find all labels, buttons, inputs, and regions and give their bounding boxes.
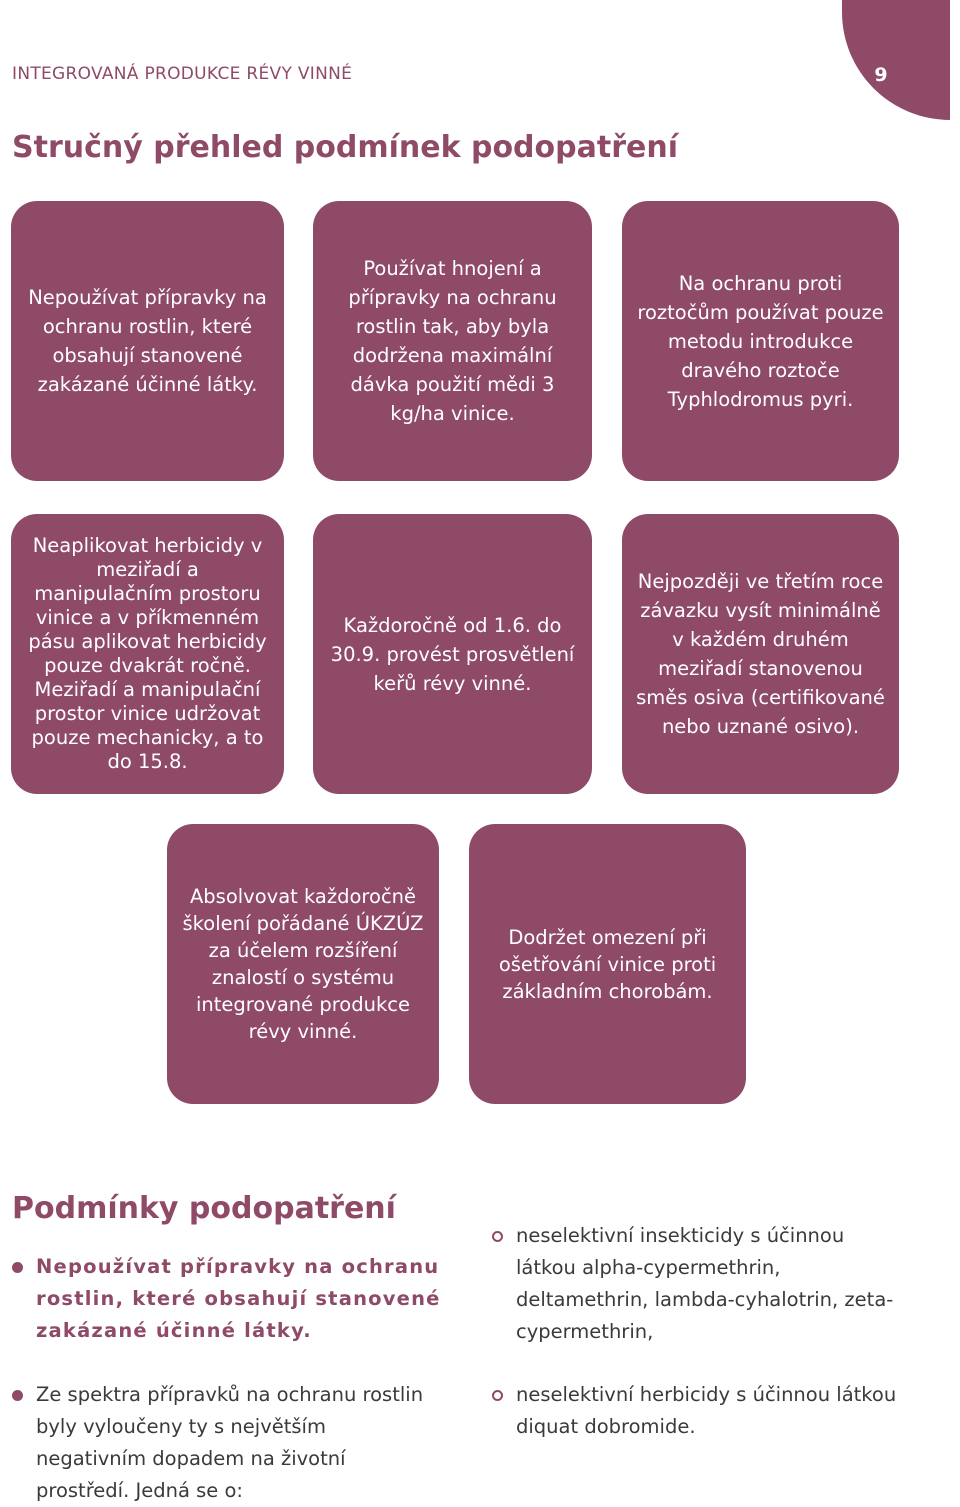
list-item [492,1220,904,1348]
list-item-text: Nepoužívat přípravky na ochranu rostlin, které obsahují stanovené zakázané účinné látky. [36,1255,441,1342]
condition-card [622,201,899,481]
condition-card-text: Každoročně od 1.6. do 30.9. provést prosvětlení keřů révy vinné. [330,613,575,695]
list-item-text: Ze spektra přípravků na ochranu rostlin byly vyloučeny ty s největším negativním dopadem na životní prostředí. Jedná se o: [36,1383,424,1502]
condition-card [313,201,592,481]
bullet-ring-icon [492,1390,503,1401]
conditions-title: Podmínky podopatření [12,1191,396,1226]
condition-card-text: Nejpozději ve třetím roce závazku vysít minimálně v každém druhém meziřadí stanovenou směs osiva (certifikované nebo uznané osivo). [636,570,885,738]
condition-card [11,514,284,794]
condition-card [11,201,284,481]
conditions-left-list [12,1251,442,1507]
conditions-right-list [492,1220,904,1443]
condition-card [622,514,899,794]
condition-card-text: Dodržet omezení při ošetřování vinice proti základním chorobám. [498,925,717,1003]
running-header: INTEGROVANÁ PRODUKCE RÉVY VINNÉ [12,64,353,84]
page-number: 9 [874,64,888,86]
condition-card [313,514,592,794]
bullet-dot-icon [12,1390,23,1401]
bullet-ring-icon [492,1231,503,1242]
list-item [12,1251,442,1347]
condition-card-text: Nepoužívat přípravky na ochranu rostlin, které obsahují stanovené zakázané účinné látky. [28,286,267,396]
list-item [492,1379,904,1443]
list-item-text: neselektivní insekticidy s účinnou látkou alpha-cypermethrin, deltamethrin, lambda-cyhalotrin, zeta-cypermethrin, [516,1224,894,1343]
condition-card [469,824,746,1104]
condition-card [167,824,439,1104]
list-item [12,1379,442,1507]
bullet-dot-icon [12,1262,23,1273]
condition-card-text: Absolvovat každoročně školení pořádané ÚKZÚZ za účelem rozšíření znalostí o systému integrované produkce révy vinné. [182,885,424,1043]
overview-title: Stručný přehled podmínek podopatření [12,130,678,165]
condition-card-text: Neaplikovat herbicidy v meziřadí a manipulačním prostoru vinice a v příkmenném pásu aplikovat herbicidy pouze dvakrát ročně. Meziřadí a manipulační prostor vinice udržovat pouze mechanicky, a to do 15.8. [28,534,267,773]
condition-card-text: Na ochranu proti roztočům používat pouze metodu introdukce dravého roztoče Typhlodromus pyri. [637,271,884,411]
list-item-text: neselektivní herbicidy s účinnou látkou diquat dobromide. [516,1383,897,1438]
condition-card-text: Používat hnojení a přípravky na ochranu rostlin tak, aby byla dodržena maximální dávka použití mědi 3 kg/ha vinice. [348,257,557,425]
page-number-tab [842,0,950,120]
